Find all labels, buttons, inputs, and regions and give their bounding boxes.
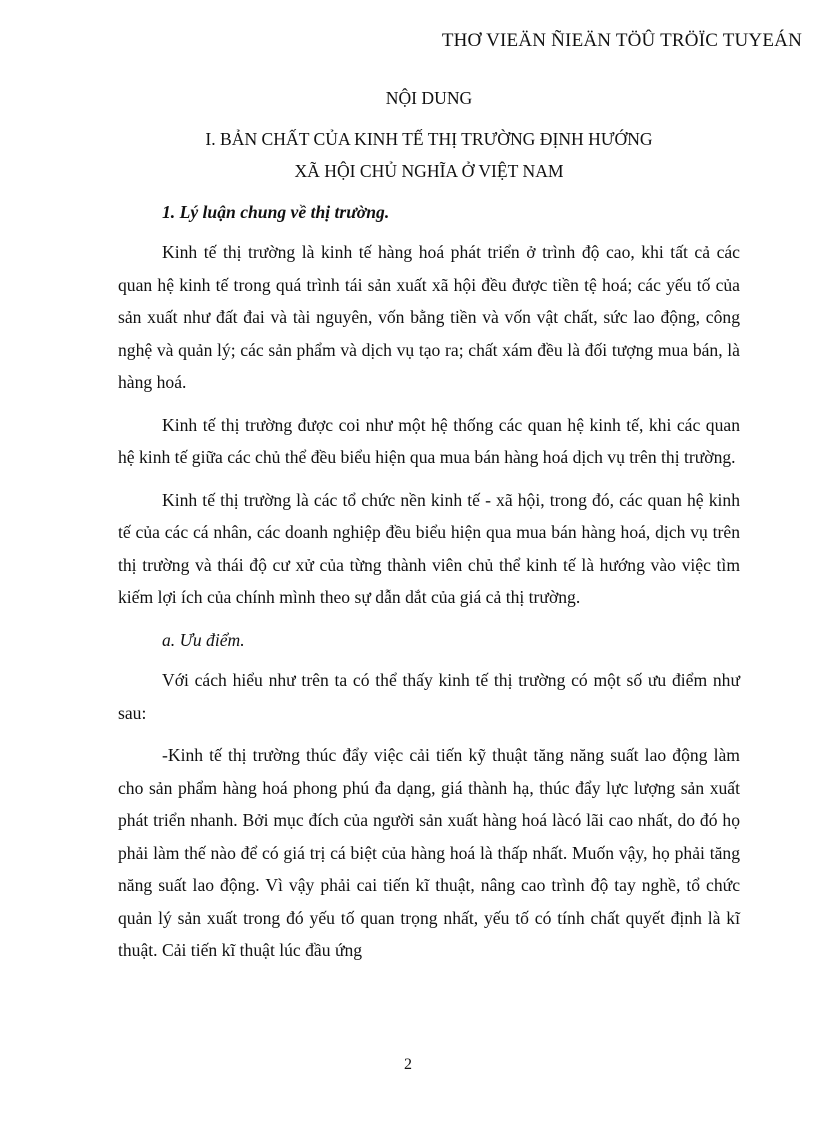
paragraph: Kinh tế thị trường được coi như một hệ thống các quan hệ kinh tế, khi các quan hệ kinh tế giữa các chủ thể đều biểu hiện qua mua bán hàng hoá dịch vụ trên thị trường. [118,414,740,467]
running-header: THƠ VIEÄN ÑIEÄN TÖÛ TRÖÏC TUYEÁN [441,30,802,51]
section-title: NỘI DUNG [385,88,473,108]
paragraph: Với cách hiểu như trên ta có thể thấy kinh tế thị trường có một số ưu điểm như sau: [118,670,740,723]
subheading-theory: 1. Lý luận chung về thị trường. [162,201,390,222]
document-heading [118,123,740,188]
subheading-advantages: a. Ưu điểm. [162,629,245,650]
heading-line-1: I. BẢN CHẤT CỦA KINH TẾ THỊ TRƯỜNG ĐỊNH HƯỚNG [205,128,653,149]
paragraph: Kinh tế thị trường là các tổ chức nền kinh tế - xã hội, trong đó, các quan hệ kinh tế của các cá nhân, các doanh nghiệp đều biểu hiện qua mua bán hàng hoá, dịch vụ trên thị trường và thái độ cư xử của từng thành viên chủ thể kinh tế là hướng vào việc tìm kiếm lợi ích của chính mình theo sự dẫn dắt của giá cả thị trường. [118,489,740,607]
paragraph: Kinh tế thị trường là kinh tế hàng hoá phát triển ở trình độ cao, khi tất cả các quan hệ kinh tế trong quá trình tái sản xuất xã hội đều được tiền tệ hoá; các yếu tố của sản xuất như đất đai và tài nguyên, vốn bằng tiền và vốn vật chất, sức lao động, công nghệ và quản lý; các sản phẩm và dịch vụ tạo ra; chất xám đều là đối tượng mua bán, là hàng hoá. [118,242,740,392]
document-body [118,82,740,977]
page-number: 2 [404,1056,412,1073]
heading-line-2: XÃ HỘI CHỦ NGHĨA Ở VIỆT NAM [294,161,564,181]
paragraph: -Kinh tế thị trường thúc đẩy việc cải tiến kỹ thuật tăng năng suất lao động làm cho sản phẩm hàng hoá phong phú đa dạng, giá thành hạ, thúc đẩy lực lượng sản xuất phát triển nhanh. Bởi mục đích của người sản xuất hàng hoá làcó lãi cao nhất, do đó họ phải làm thế nào để có giá trị cá biệt của hàng hoá là thấp nhất. Muốn vậy, họ phải tăng năng suất lao động. Vì vậy phải cai tiến kĩ thuật, nâng cao trình độ tay nghề, tổ chức quản lý sản xuất trong đó yếu tố quan trọng nhất, yếu tố có tính chất quyết định là kĩ thuật. Cải tiến kĩ thuật lúc đầu ứng [118,745,740,960]
